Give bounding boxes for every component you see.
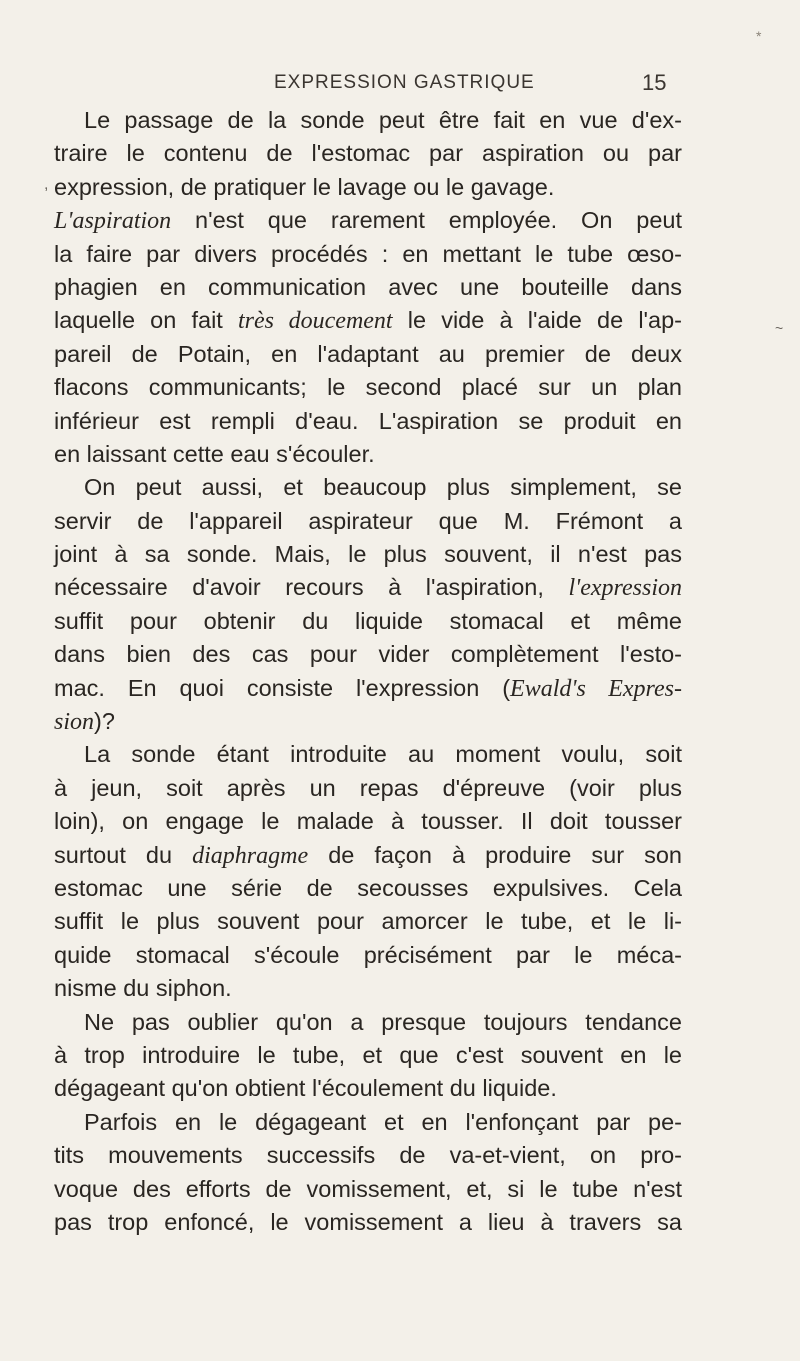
text-line: quide stomacal s'écoule précisément par le méca-: [54, 941, 682, 968]
text-line: à jeun, soit après un repas d'épreuve (voir plus: [54, 774, 682, 801]
text-line: pareil de Potain, en l'adaptant au premier de deux: [54, 340, 682, 367]
text-line: La sonde étant introduite au moment voulu, soit: [84, 741, 682, 768]
text-line: flacons communicants; le second placé sur un plan: [54, 374, 682, 401]
italic-term: Ewald's Expres-: [510, 675, 682, 702]
text-line: voque des efforts de vomissement, et, si le tube n'est: [54, 1175, 682, 1202]
page-header: [0, 72, 800, 102]
text-line: laquelle on fait très doucement le vide à l'aide de l'ap-: [54, 307, 682, 335]
running-title: EXPRESSION GASTRIQUE: [274, 72, 535, 93]
text-line: estomac une série de secousses expulsives. Cela: [54, 874, 682, 901]
text-line: traire le contenu de l'estomac par aspiration ou par: [54, 140, 682, 167]
margin-speck: ,: [44, 176, 49, 193]
text-line: nécessaire d'avoir recours à l'aspiration, l'expression: [54, 574, 682, 602]
text-line: Le passage de la sonde peut être fait en vue d'ex-: [84, 107, 682, 133]
text-line: la faire par divers procédés : en mettant le tube œso-: [54, 240, 682, 267]
text-line: nisme du siphon.: [54, 975, 232, 1002]
text-line: pas trop enfoncé, le vomissement a lieu à travers sa: [54, 1208, 682, 1235]
italic-term: sion: [54, 709, 95, 736]
text-line: expression, de pratiquer le lavage ou le gavage.: [54, 173, 555, 200]
italic-term: l'expression: [568, 575, 682, 602]
text-line: suffit pour obtenir du liquide stomacal et même: [54, 607, 682, 634]
page-number: 15: [642, 70, 667, 95]
text-line: servir de l'appareil aspirateur que M. Frémont a: [54, 507, 682, 534]
italic-term: très doucement: [238, 308, 393, 335]
italic-term: L'aspiration: [54, 208, 172, 235]
body-text: [54, 104, 682, 1239]
text-line: loin), on engage le malade à tousser. Il doit tousser: [54, 808, 682, 835]
text-line: à trop introduire le tube, et que c'est souvent en le: [54, 1041, 682, 1068]
text-line: joint à sa sonde. Mais, le plus souvent, il n'est pas: [54, 541, 682, 568]
text-line: On peut aussi, et beaucoup plus simplement, se: [84, 474, 682, 501]
text-line: dans bien des cas pour vider complètement l'esto-: [54, 641, 682, 668]
margin-speck: ~: [775, 320, 784, 336]
text-line: Ne pas oublier qu'on a presque toujours tendance: [84, 1008, 682, 1035]
text-line: surtout du diaphragme de façon à produire sur son: [54, 841, 682, 869]
text-line: L'aspiration n'est que rarement employée. On peut: [54, 207, 682, 235]
text-line: en laissant cette eau s'écouler.: [54, 440, 375, 467]
italic-term: diaphragme: [192, 842, 309, 869]
text-line: inférieur est rempli d'eau. L'aspiration se produit en: [54, 407, 682, 434]
text-line: Parfois en le dégageant et en l'enfonçant par pe-: [84, 1108, 682, 1135]
printer-mark: *: [756, 28, 762, 44]
text-line: sion)?: [54, 708, 115, 736]
text-line: tits mouvements successifs de va-et-vient, on pro-: [54, 1142, 682, 1169]
text-line: phagien en communication avec une bouteille dans: [54, 273, 682, 300]
text-line: suffit le plus souvent pour amorcer le tube, et le li-: [54, 908, 682, 935]
text-line: dégageant qu'on obtient l'écoulement du liquide.: [54, 1075, 557, 1102]
text-line: mac. En quoi consiste l'expression (Ewald's Expres-: [54, 674, 682, 702]
